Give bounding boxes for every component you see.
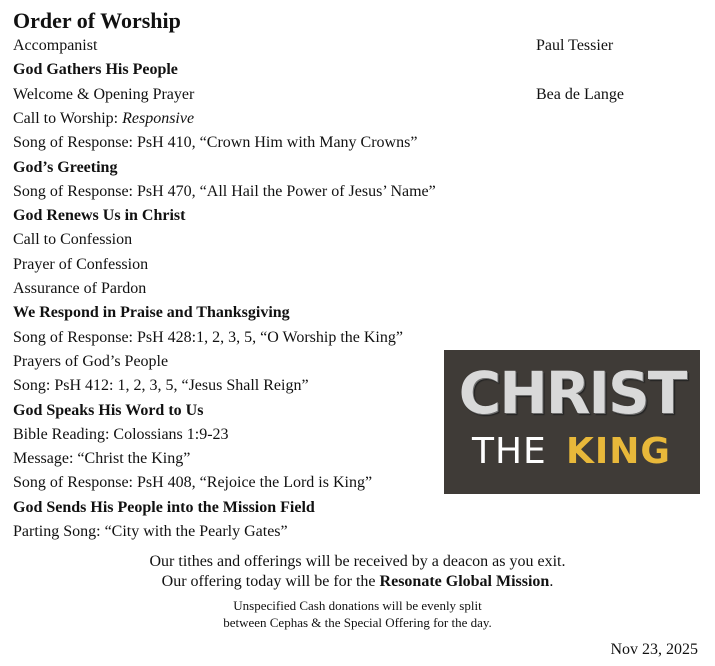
- banner-christ-text: CHRIST: [458, 359, 686, 427]
- page-title: Order of Worship: [13, 8, 181, 33]
- cash-note-1: Unspecified Cash donations will be evenly split: [233, 598, 482, 613]
- offering-suffix: .: [549, 573, 554, 590]
- offering-recipient: Resonate Global Mission: [379, 573, 550, 590]
- item-text: We Respond in Praise and Thanksgiving: [13, 304, 290, 321]
- worship-item: [13, 36, 97, 56]
- item-text: Prayer of Confession: [13, 256, 149, 273]
- item-text: Welcome & Opening Prayer: [13, 86, 195, 103]
- worship-item: [13, 376, 309, 396]
- worship-item: [13, 352, 168, 372]
- worship-item: [13, 449, 190, 469]
- christ-the-king-banner: [444, 350, 700, 494]
- section-heading: [13, 206, 185, 226]
- item-text: God Sends His People into the Mission Field: [13, 499, 315, 516]
- offering-line-1: Our tithes and offerings will be received by a deacon as you exit.: [149, 553, 566, 570]
- item-text: Call to Confession: [13, 231, 133, 248]
- item-text: Prayers of God’s People: [13, 353, 169, 370]
- item-text: Call to Worship:: [13, 110, 123, 127]
- section-heading: [13, 60, 178, 80]
- banner-king-text: KING: [566, 431, 671, 472]
- item-text: Song of Response: PsH 410, “Crown Him with Many Crowns”: [13, 134, 418, 151]
- offering-prefix: Our offering today will be for the: [161, 573, 380, 590]
- worship-item: [13, 133, 417, 153]
- item-text: God Renews Us in Christ: [13, 207, 186, 224]
- worship-item: [13, 85, 194, 105]
- item-text: Accompanist: [13, 37, 98, 54]
- participant-name: Bea de Lange: [536, 86, 624, 103]
- worship-item: [13, 255, 148, 275]
- worship-item: [13, 279, 146, 299]
- worship-item: [13, 328, 403, 348]
- worship-item: [13, 182, 436, 202]
- section-heading: [13, 401, 203, 421]
- item-text: God Gathers His People: [13, 61, 178, 78]
- worship-item: [13, 473, 372, 493]
- item-text: Parting Song: “City with the Pearly Gates”: [13, 523, 288, 540]
- worship-item: [13, 522, 288, 542]
- item-text: Bible Reading: Colossians 1:9-23: [13, 426, 229, 443]
- banner-the-text: THE: [472, 431, 547, 472]
- offering-line-2: [0, 572, 715, 592]
- cash-note-2: between Cephas & the Special Offering for the day.: [223, 615, 492, 630]
- worship-item: [13, 425, 229, 445]
- participant-name: Paul Tessier: [536, 37, 614, 54]
- item-text: God’s Greeting: [13, 159, 118, 176]
- item-text: Song of Response: PsH 470, “All Hail the Power of Jesus’ Name”: [13, 183, 436, 200]
- item-text: Assurance of Pardon: [13, 280, 147, 297]
- item-text: Song of Response: PsH 428:1, 2, 3, 5, “O Worship the King”: [13, 329, 403, 346]
- section-heading: [13, 158, 117, 178]
- item-italic-text: Responsive: [122, 110, 195, 127]
- section-heading: [13, 303, 290, 323]
- item-text: Message: “Christ the King”: [13, 450, 191, 467]
- service-date: Nov 23, 2025: [610, 641, 698, 658]
- worship-item: [13, 230, 132, 250]
- item-text: Song of Response: PsH 408, “Rejoice the Lord is King”: [13, 474, 373, 491]
- section-heading: [13, 498, 315, 518]
- item-text: Song: PsH 412: 1, 2, 3, 5, “Jesus Shall Reign”: [13, 377, 309, 394]
- worship-item: [13, 109, 194, 129]
- item-text: God Speaks His Word to Us: [13, 402, 204, 419]
